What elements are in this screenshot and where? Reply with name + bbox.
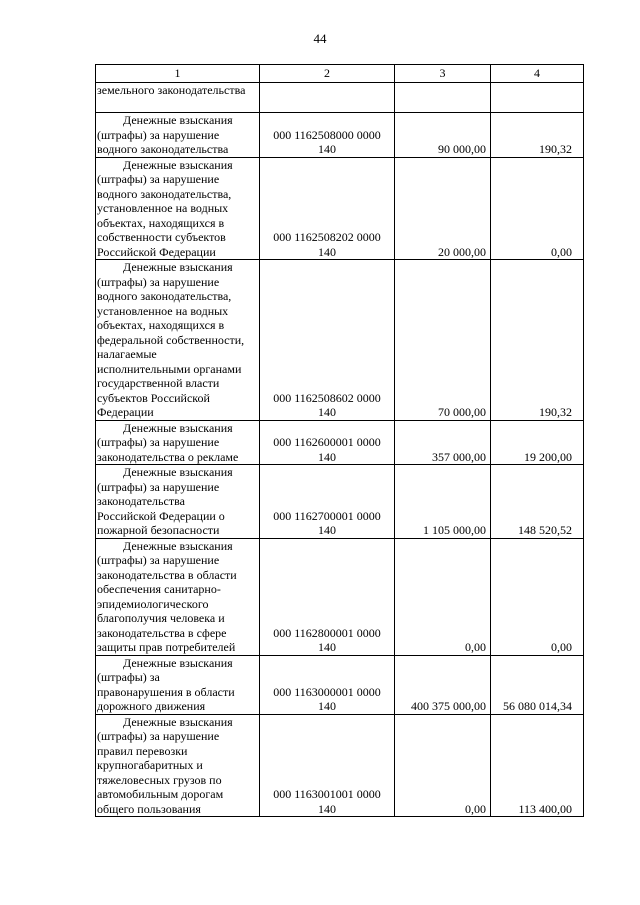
- planned-amount-cell: 70 000,00: [395, 260, 491, 421]
- continuation-row: [96, 83, 584, 113]
- revenue-name-first-line: Денежные взыскания: [123, 157, 233, 172]
- revenue-name-line: (штрафы) за нарушение: [97, 479, 220, 494]
- planned-amount-cell: 20 000,00: [395, 157, 491, 260]
- budget-code-line: 140: [318, 801, 336, 816]
- revenue-name-cell: [96, 157, 260, 260]
- budget-code-cell: [260, 538, 395, 655]
- actual-amount-cell: 56 080 014,34: [491, 655, 584, 714]
- revenue-name-line: субъектов Российской: [97, 390, 210, 405]
- budget-code-cell: [260, 113, 395, 158]
- budget-code-cell: [260, 465, 395, 539]
- revenue-name-line: эпидемиологического: [97, 596, 209, 611]
- revenue-name-line: законодательства о рекламе: [97, 449, 239, 464]
- revenue-name-line: (штрафы) за нарушение: [97, 435, 220, 449]
- revenue-name-line: Федерации: [97, 405, 154, 419]
- revenue-name-line: законодательства в сфере: [97, 625, 227, 640]
- revenue-name-line: водного законодательства,: [97, 186, 232, 201]
- revenue-name-cell: [96, 113, 260, 158]
- revenue-name-line: налагаемые: [97, 347, 157, 361]
- actual-amount-cell: 113 400,00: [491, 714, 584, 817]
- revenue-name-line: (штрафы) за нарушение: [97, 172, 220, 186]
- column-header: 4: [491, 65, 584, 83]
- planned-amount-cell: 400 375 000,00: [395, 655, 491, 714]
- column-header: 1: [96, 65, 260, 83]
- revenue-name-line: правил перевозки: [97, 743, 188, 758]
- revenue-name-line: Российской Федерации о: [97, 508, 225, 523]
- revenue-name-first-line: Денежные взыскания: [123, 113, 233, 127]
- actual-amount-cell: 190,32: [491, 260, 584, 421]
- budget-code-line: 140: [318, 405, 336, 419]
- revenue-name-cell: [96, 714, 260, 817]
- empty-cell: [395, 83, 491, 113]
- revenue-name-first-line: Денежные взыскания: [123, 714, 233, 729]
- budget-code-line: 000 1162700001 0000: [273, 508, 381, 523]
- revenue-name-line: обеспечения санитарно-: [97, 582, 221, 596]
- table-row: [96, 113, 584, 158]
- revenue-name-first-line: Денежные взыскания: [123, 465, 233, 479]
- revenue-name-line: правонарушения в области: [97, 684, 235, 699]
- budget-code-line: 000 1162800001 0000: [273, 625, 381, 640]
- revenue-table: [95, 64, 584, 817]
- revenue-name-line: собственности субъектов: [97, 230, 226, 244]
- revenue-name-line: общего пользования: [97, 801, 201, 816]
- budget-code-line: 140: [318, 244, 336, 259]
- revenue-name-line: крупногабаритных и: [97, 758, 203, 772]
- planned-amount-cell: 0,00: [395, 714, 491, 817]
- revenue-name-line: объектах, находящихся в: [97, 215, 225, 230]
- budget-code-line: 140: [318, 699, 336, 713]
- planned-amount-cell: 1 105 000,00: [395, 465, 491, 539]
- table-row: [96, 420, 584, 465]
- revenue-name-cell: [96, 420, 260, 465]
- revenue-name-line: водного законодательства,: [97, 289, 232, 303]
- revenue-name-line: объектах, находящихся в: [97, 318, 225, 332]
- revenue-name-line: установленное на водных: [97, 303, 229, 318]
- table-row: [96, 714, 584, 817]
- revenue-name-line: (штрафы) за нарушение: [97, 553, 220, 567]
- revenue-name-first-line: Денежные взыскания: [123, 655, 233, 670]
- budget-code-cell: [260, 655, 395, 714]
- revenue-name-cell: [96, 655, 260, 714]
- budget-code-line: 000 1163000001 0000: [273, 684, 381, 699]
- budget-code-cell: [260, 714, 395, 817]
- budget-code-line: 000 1163001001 0000: [273, 787, 381, 801]
- revenue-name-line: (штрафы) за нарушение: [97, 127, 220, 142]
- budget-code-line: 000 1162508602 0000: [273, 390, 381, 405]
- column-header: 2: [260, 65, 395, 83]
- revenue-name-line: исполнительными органами: [97, 361, 242, 376]
- planned-amount-cell: 357 000,00: [395, 420, 491, 465]
- revenue-name-line: государственной власти: [97, 376, 220, 390]
- table-row: [96, 157, 584, 260]
- page-number: 44: [313, 31, 327, 46]
- revenue-name-cell: [96, 465, 260, 539]
- table-row: [96, 260, 584, 421]
- budget-code-line: 000 1162508202 0000: [273, 230, 381, 244]
- actual-amount-cell: 0,00: [491, 538, 584, 655]
- revenue-name-line: автомобильным дорогам: [97, 787, 224, 801]
- table-row: [96, 655, 584, 714]
- revenue-name-line: пожарной безопасности: [97, 523, 220, 537]
- revenue-name-line: тяжеловесных грузов по: [97, 772, 222, 787]
- revenue-name-first-line: Денежные взыскания: [123, 260, 233, 274]
- table-row: [96, 538, 584, 655]
- actual-amount-cell: 148 520,52: [491, 465, 584, 539]
- revenue-name-cell: [96, 538, 260, 655]
- budget-code-line: 000 1162600001 0000: [273, 435, 381, 449]
- column-header: 3: [395, 65, 491, 83]
- planned-amount-cell: 0,00: [395, 538, 491, 655]
- table-header-row: [96, 65, 584, 83]
- revenue-name-line: (штрафы) за: [97, 670, 160, 684]
- budget-code-cell: [260, 157, 395, 260]
- revenue-name-line: Российской Федерации: [97, 244, 216, 259]
- revenue-name-line: (штрафы) за нарушение: [97, 274, 220, 289]
- budget-code-line: 140: [318, 142, 336, 156]
- revenue-name-first-line: Денежные взыскания: [123, 538, 233, 553]
- revenue-name-line: законодательства в области: [97, 567, 237, 582]
- revenue-name-line: водного законодательства: [97, 142, 229, 156]
- planned-amount-cell: 90 000,00: [395, 113, 491, 158]
- budget-code-line: 140: [318, 449, 336, 464]
- budget-code-line: 000 1162508000 0000: [273, 127, 381, 142]
- actual-amount-cell: 0,00: [491, 157, 584, 260]
- empty-cell: [260, 83, 395, 113]
- actual-amount-cell: 190,32: [491, 113, 584, 158]
- revenue-name-line: дорожного движения: [97, 699, 206, 713]
- budget-code-cell: [260, 260, 395, 421]
- revenue-name-line: установленное на водных: [97, 201, 229, 215]
- revenue-name-line: федеральной собственности,: [97, 332, 245, 347]
- revenue-name-line: благополучия человека и: [97, 611, 225, 625]
- budget-code-cell: [260, 420, 395, 465]
- revenue-name-cell: [96, 260, 260, 421]
- continuation-cell: земельного законодательства: [96, 83, 260, 113]
- budget-code-line: 140: [318, 640, 336, 654]
- actual-amount-cell: 19 200,00: [491, 420, 584, 465]
- revenue-name-line: законодательства: [97, 494, 185, 508]
- budget-code-line: 140: [318, 523, 336, 537]
- empty-cell: [491, 83, 584, 113]
- revenue-name-line: защиты прав потребителей: [97, 640, 236, 654]
- revenue-name-first-line: Денежные взыскания: [123, 420, 233, 435]
- table-row: [96, 465, 584, 539]
- revenue-name-line: (штрафы) за нарушение: [97, 729, 220, 743]
